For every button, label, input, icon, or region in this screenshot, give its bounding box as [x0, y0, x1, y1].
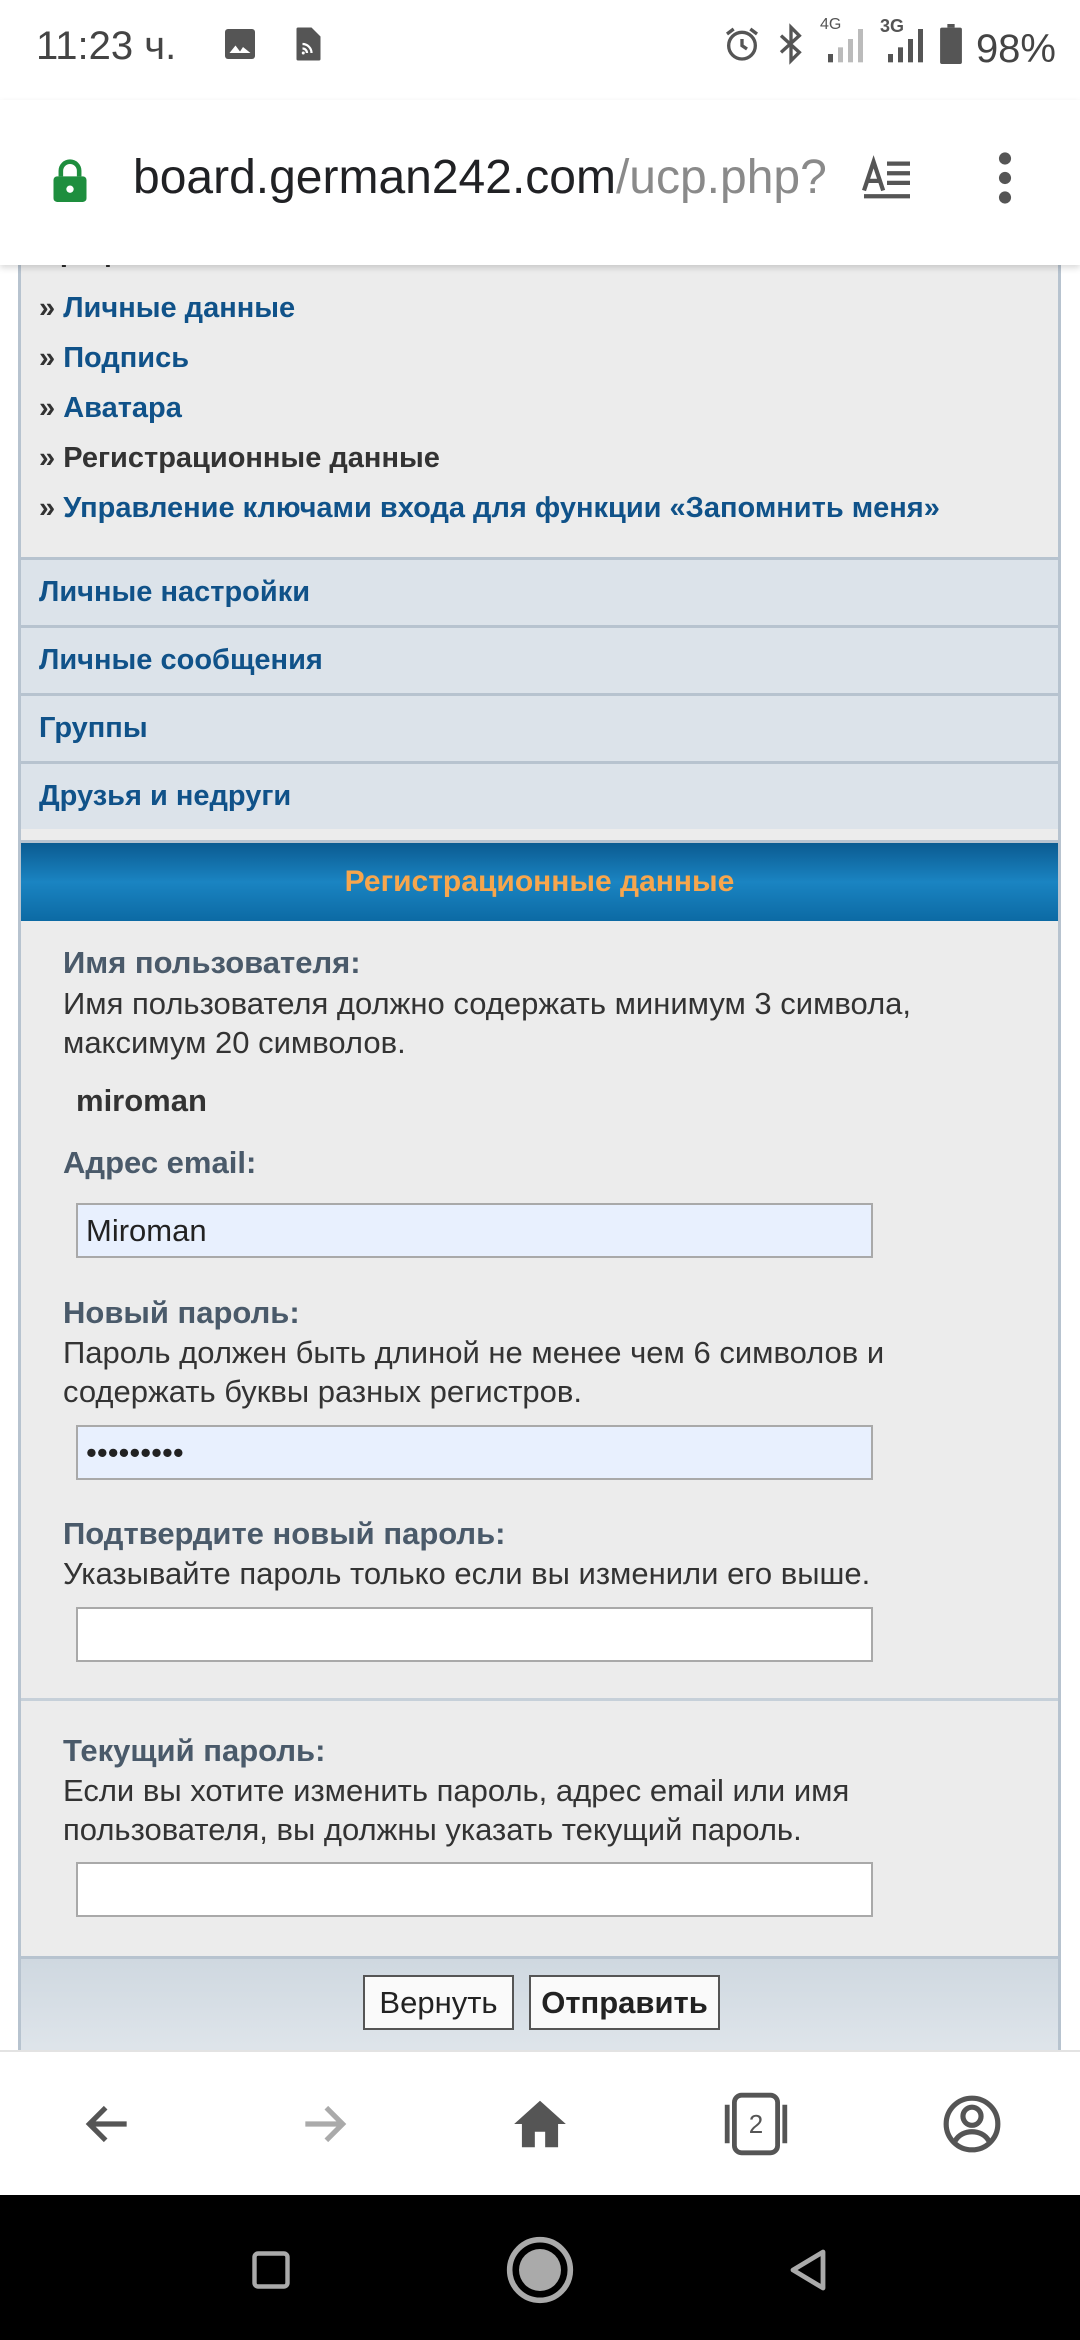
confirm-password-label: Подтвердите новый пароль:	[63, 1516, 506, 1551]
network-4g-label: 4G	[819, 16, 842, 33]
home-nav-button[interactable]	[505, 2235, 575, 2305]
url-path: /ucp.php?	[615, 151, 827, 204]
email-input[interactable]: Miroman	[76, 1203, 873, 1258]
battery-icon	[940, 24, 962, 74]
back-button[interactable]	[72, 2088, 144, 2160]
browser-url-bar[interactable]	[0, 100, 1080, 265]
current-password-input[interactable]	[76, 1862, 873, 1917]
form-divider	[21, 1698, 1058, 1701]
overflow-menu-icon[interactable]	[995, 152, 1015, 209]
status-system-icons	[722, 16, 1056, 74]
account-icon	[941, 2093, 1003, 2155]
arrow-left-icon	[80, 2096, 136, 2152]
registration-form-panel	[18, 840, 1061, 2080]
menu-item-avatar[interactable]: » Аватара	[39, 392, 182, 424]
sim-card-icon	[292, 26, 322, 67]
form-title: Регистрационные данные	[344, 865, 735, 898]
menu-section-friends-foes[interactable]: Друзья и недруги	[21, 761, 1058, 829]
menu-item-signature[interactable]: » Подпись	[39, 342, 190, 374]
web-page	[0, 265, 1080, 2050]
form-header	[21, 843, 1058, 921]
home-circle-icon	[505, 2235, 575, 2305]
username-desc-1: Имя пользователя должно содержать минимум 3 символа,	[63, 986, 912, 1021]
status-bar	[0, 0, 1080, 100]
home-button[interactable]	[504, 2088, 576, 2160]
status-time: 11:23 ч.	[36, 24, 177, 68]
new-password-desc-2: содержать буквы разных регистров.	[63, 1374, 582, 1409]
home-icon	[509, 2093, 571, 2155]
username-value: miroman	[76, 1083, 207, 1118]
image-icon	[222, 26, 258, 67]
email-label: Адрес email:	[63, 1145, 257, 1180]
username-label: Имя пользователя:	[63, 945, 361, 980]
current-password-desc-1: Если вы хотите изменить пароль, адрес email или имя	[63, 1773, 850, 1808]
bluetooth-icon	[776, 24, 806, 74]
menu-item-personal-data[interactable]: » Личные данные	[39, 292, 296, 324]
android-nav-bar	[0, 2195, 1080, 2340]
confirm-password-desc: Указывайте пароль только если вы изменили его выше.	[63, 1556, 871, 1591]
current-password-label: Текущий пароль:	[63, 1733, 326, 1768]
browser-bottom-toolbar	[0, 2050, 1080, 2195]
tabs-button[interactable]	[720, 2088, 792, 2160]
signal-4g-icon	[819, 16, 866, 74]
username-desc-2: максимум 20 символов.	[63, 1025, 406, 1060]
account-button[interactable]	[936, 2088, 1008, 2160]
status-notification-icons	[222, 26, 322, 67]
reader-mode-icon[interactable]	[862, 156, 912, 207]
current-password-desc-2: пользователя, вы должны указать текущий пароль.	[63, 1812, 802, 1847]
menu-item-registration-data: » Регистрационные данные	[39, 442, 440, 474]
tab-count: 2	[748, 2108, 764, 2139]
recents-button[interactable]	[236, 2235, 306, 2305]
reset-button[interactable]: Вернуть	[363, 1975, 514, 2030]
lock-icon[interactable]	[50, 158, 90, 207]
new-password-input[interactable]: •••••••••	[76, 1425, 873, 1480]
menu-item-autologin-keys[interactable]: » Управление ключами входа для функции «Запомнить меня»	[39, 492, 940, 524]
submit-button[interactable]: Отправить	[529, 1975, 720, 2030]
arrow-right-icon	[296, 2096, 352, 2152]
menu-section-preferences[interactable]: Личные настройки	[21, 557, 1058, 625]
new-password-desc-1: Пароль должен быть длиной не менее чем 6 символов и	[63, 1335, 885, 1370]
signal-3g-icon	[879, 16, 926, 74]
alarm-icon	[722, 24, 762, 74]
url-text[interactable]	[133, 150, 827, 205]
confirm-password-input[interactable]	[76, 1607, 873, 1662]
url-domain: board.german242.com	[133, 151, 616, 204]
back-triangle-icon	[785, 2246, 833, 2294]
menu-section-groups[interactable]: Группы	[21, 693, 1058, 761]
network-3g-label: 3G	[879, 16, 904, 36]
battery-percent: 98%	[975, 26, 1056, 71]
forward-button[interactable]	[288, 2088, 360, 2160]
recents-square-icon	[249, 2248, 293, 2292]
new-password-label: Новый пароль:	[63, 1295, 300, 1330]
menu-section-private-messages[interactable]: Личные сообщения	[21, 625, 1058, 693]
back-nav-button[interactable]	[774, 2235, 844, 2305]
